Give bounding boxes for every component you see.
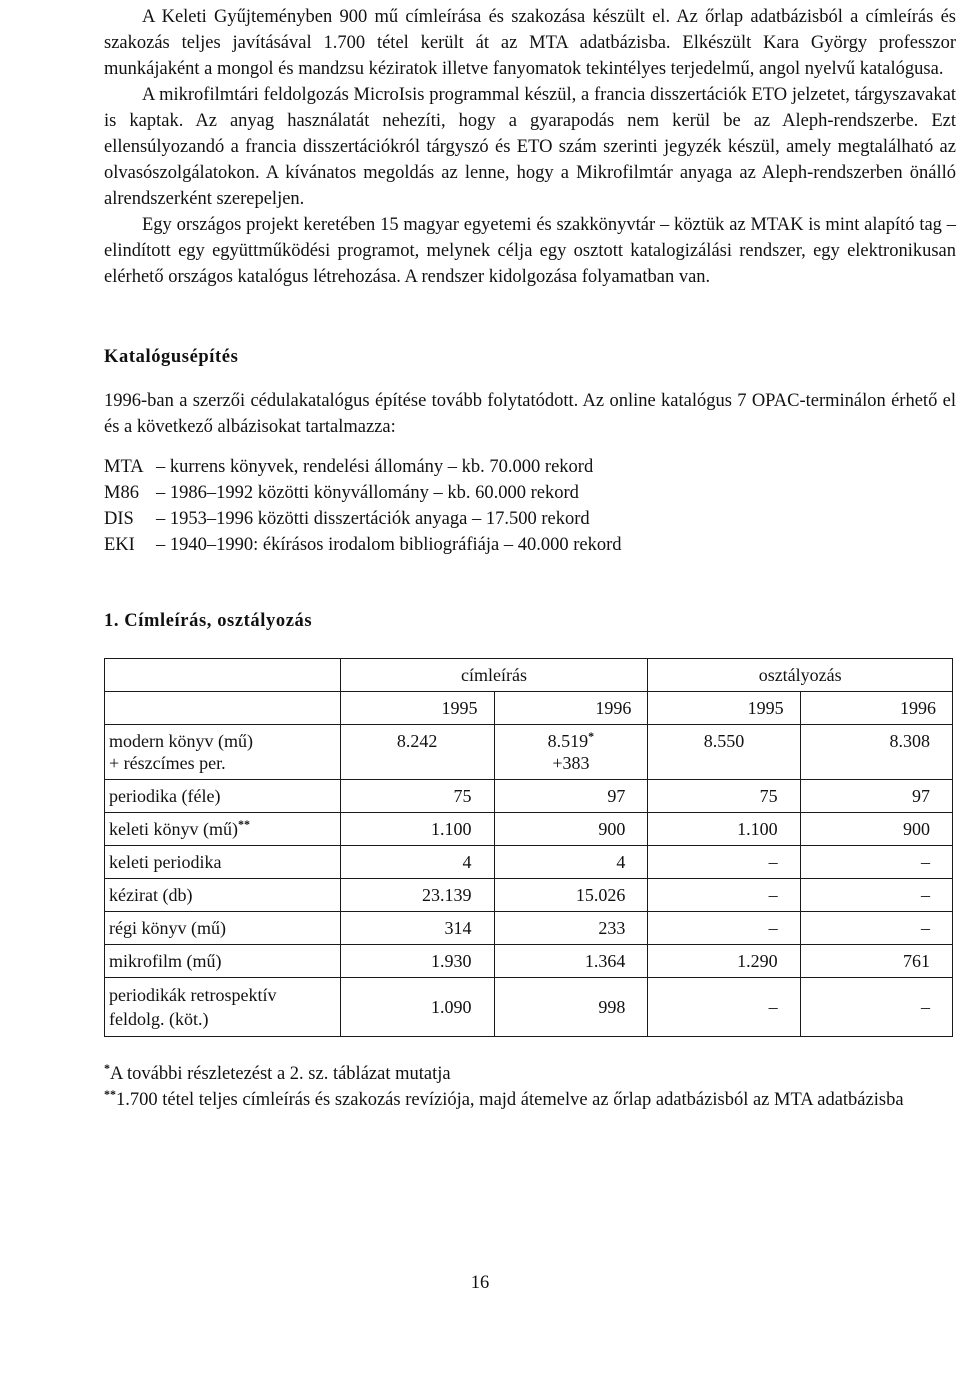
cell-value [494, 725, 648, 780]
row-label-text: keleti könyv (mű) [109, 819, 238, 839]
cell-value: – [800, 879, 952, 912]
footnote-mark: * [104, 1060, 110, 1075]
cell-value: – [800, 912, 952, 945]
document-page [104, 4, 956, 1113]
cell-value: 1.100 [340, 813, 494, 846]
database-description: – 1953–1996 közötti disszertációk anyaga – 17.500 rekord [156, 509, 590, 529]
cell-value: 4 [494, 846, 648, 879]
cell-value: 8.308 [800, 725, 952, 780]
cell-value: 15.026 [494, 879, 648, 912]
row-label: kézirat (db) [105, 879, 341, 912]
table-years-row [105, 692, 953, 725]
table-row [105, 725, 953, 780]
cell-value-main: 8.519 [547, 731, 589, 751]
cell-value: 900 [494, 813, 648, 846]
cell-value: – [648, 912, 800, 945]
year-header: 1995 [648, 692, 800, 725]
section-heading-katalogusepites: Katalógusépítés [104, 347, 239, 367]
year-header: 1996 [494, 692, 648, 725]
cell-value: 314 [340, 912, 494, 945]
table-header-row [105, 659, 953, 692]
cell-value: – [648, 978, 800, 1037]
section-heading-cimleiras: 1. Címleírás, osztályozás [104, 611, 313, 631]
footnotes [104, 1061, 956, 1113]
row-label: mikrofilm (mű) [105, 945, 341, 978]
cell-value: 1.364 [494, 945, 648, 978]
table-row [105, 912, 953, 945]
footnote-text: 1.700 tétel teljes címleírás és szakozás revíziója, majd átemelve az őrlap adatbázisból az MTA adatbázisba [116, 1090, 904, 1110]
row-label: régi könyv (mű) [105, 912, 341, 945]
paragraph-keleti-gyujtemeny: A Keleti Gyűjteményben 900 mű címleírása és szakozása készült el. Az őrlap adatbázisból a címleírás és szakozás teljes javításával 1.700 tétel került át az MTA adatbázisba. Elkészült Kara György professzor munkájaként a mongol és mandzsu kéziratok illetve fanyomatok tekintélyes terjedelmű, angol nyelvű katalógusa. [104, 7, 956, 79]
table-row [105, 780, 953, 813]
database-code: EKI [104, 535, 135, 555]
year-header: 1995 [340, 692, 494, 725]
database-description: – 1940–1990: ékírásos irodalom bibliográfiája – 40.000 rekord [156, 535, 622, 555]
cell-value: – [648, 846, 800, 879]
database-description: – kurrens könyvek, rendelési állomány – kb. 70.000 rekord [156, 457, 594, 477]
row-label: keleti periodika [105, 846, 341, 879]
paragraph-orszagos-projekt: Egy országos projekt keretében 15 magyar egyetemi és szakkönyvtár – köztük az MTAK is mint alapító tag – elindított egy együttműködési programot, melynek célja egy osztott katalogizálási rendszer, egy elektronikusan elérhető országos katalógus létrehozása. A rendszer kidolgozása folyamatban van. [104, 215, 956, 287]
cell-value: 75 [340, 780, 494, 813]
list-item [104, 506, 956, 532]
row-label: periodikák retrospektív feldolg. (köt.) [105, 978, 341, 1037]
row-label: periodika (féle) [105, 780, 341, 813]
cell-value: 233 [494, 912, 648, 945]
cataloguing-stats-table [104, 658, 953, 1037]
database-description: – 1986–1992 közötti könyvállomány – kb. 60.000 rekord [156, 483, 579, 503]
year-header: 1996 [800, 692, 952, 725]
row-label [105, 813, 341, 846]
footnote-mark: ** [104, 1086, 116, 1101]
cell-value: 8.550 [648, 725, 800, 780]
cell-value: 900 [800, 813, 952, 846]
cell-value: 1.930 [340, 945, 494, 978]
cell-value: 75 [648, 780, 800, 813]
row-label-line2: + részcímes per. [109, 753, 226, 773]
row-label [105, 725, 341, 780]
list-item [104, 532, 956, 558]
database-code: MTA [104, 457, 144, 477]
list-item [104, 454, 956, 480]
table-row [105, 846, 953, 879]
group-header-osztalyozas: osztályozás [648, 659, 953, 692]
database-code: DIS [104, 509, 134, 529]
table-empty-cell [105, 692, 341, 725]
table-corner-cell [105, 659, 341, 692]
cell-value: – [800, 978, 952, 1037]
cell-value: 761 [800, 945, 952, 978]
database-list [104, 454, 956, 558]
cell-value: 97 [800, 780, 952, 813]
cell-value: 1.290 [648, 945, 800, 978]
cell-value: 23.139 [340, 879, 494, 912]
cell-value: 1.100 [648, 813, 800, 846]
list-item [104, 480, 956, 506]
cell-value: 4 [340, 846, 494, 879]
paragraph-katalogus-intro: 1996-ban a szerzői cédulakatalógus építése tovább folytatódott. Az online katalógus 7 OPAC-terminálon érhető el és a következő albázisokat tartalmazza: [104, 391, 956, 437]
group-header-cimleiras: címleírás [340, 659, 648, 692]
table-row [105, 813, 953, 846]
table-row [105, 879, 953, 912]
page-number: 16 [470, 1273, 490, 1293]
cell-value: 1.090 [340, 978, 494, 1037]
cell-value: 97 [494, 780, 648, 813]
cell-value: – [648, 879, 800, 912]
cell-value: – [800, 846, 952, 879]
cell-value: 998 [494, 978, 648, 1037]
cell-value-extra: +383 [552, 753, 590, 773]
footnote-text: A további részletezést a 2. sz. táblázat mutatja [110, 1064, 451, 1084]
footnote-mark: ** [237, 817, 250, 831]
database-code: M86 [104, 483, 139, 503]
footnote-2 [104, 1087, 956, 1113]
cell-value: 8.242 [340, 725, 494, 780]
footnote-mark: * [588, 729, 595, 743]
footnote-1 [104, 1061, 956, 1087]
table-row [105, 945, 953, 978]
paragraph-mikrofilmtar: A mikrofilmtári feldolgozás MicroIsis programmal készül, a francia disszertációk ETO jelzetet, tárgyszavakat is kaptak. Az anyag használatát nehezíti, hogy a gyarapodás nem kerül be az Aleph-rendszerbe. Ezt ellensúlyozandó a francia disszertációkról tárgyszó és ETO szám szerinti jegyzék készül, amely megtalálható az olvasószolgálatokon. A kívánatos megoldás az lenne, hogy a Mikrofilmtár anyaga az Aleph-rendszerben önálló alrendszerként szerepeljen. [104, 85, 956, 209]
table-row [105, 978, 953, 1037]
row-label-line1: modern könyv (mű) [109, 731, 253, 751]
